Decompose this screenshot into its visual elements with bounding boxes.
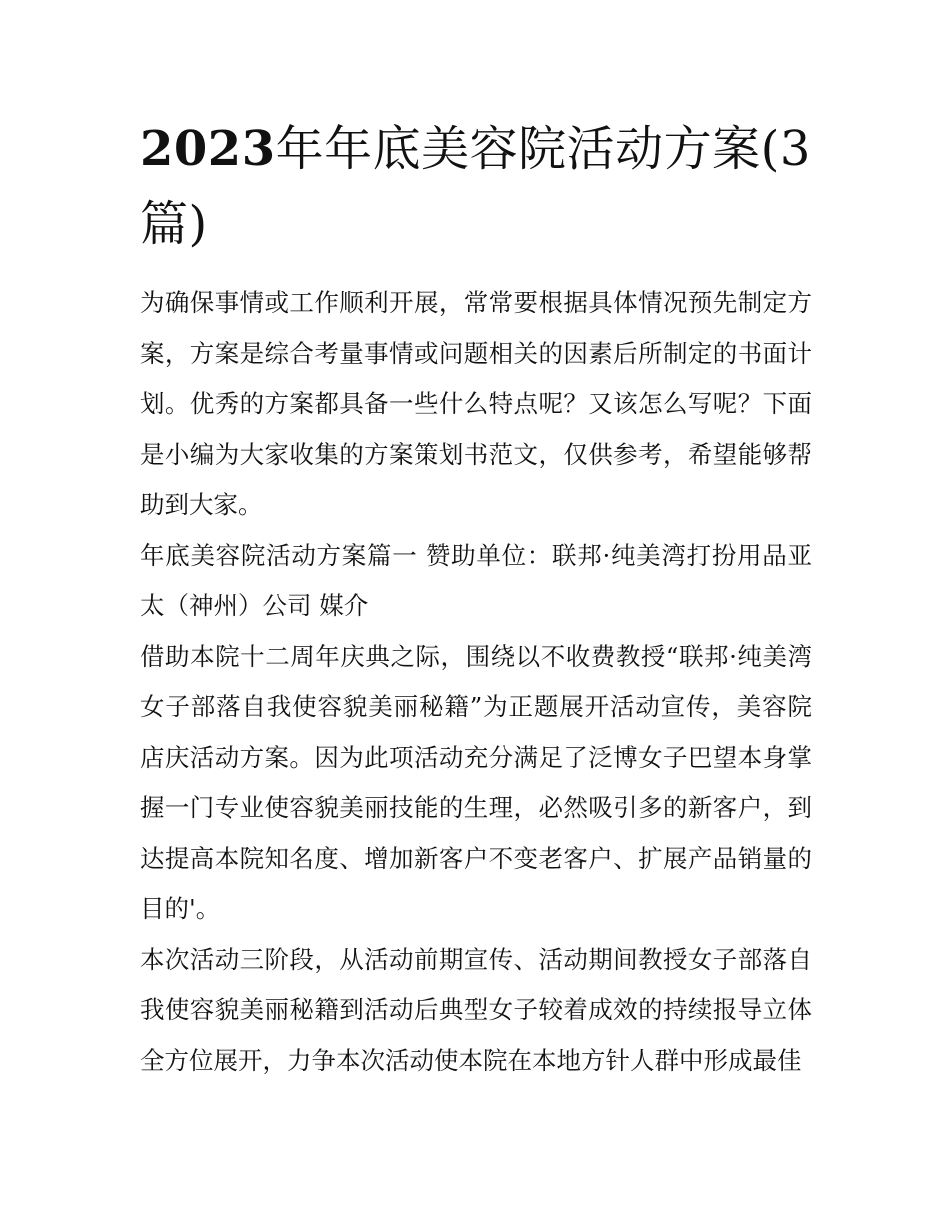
title-year: 2023 [140, 121, 276, 177]
paragraph-intro: 为确保事情或工作顺利开展，常常要根据具体情况预先制定方案，方案是综合考量事情或问题相关的因素后所制定的书面计划。优秀的方案都具备一些什么特点呢？又该怎么写呢？下面是小编为大家收集的方案策划书范文，仅供参考，希望能够帮助到大家。 [140, 288, 812, 519]
paragraph-section-heading: 年底美容院活动方案篇一 赞助单位：联邦·纯美湾打扮用品亚太（神州）公司 媒介 [140, 540, 812, 620]
document-body [140, 278, 812, 1086]
paragraph-activity-stages: 本次活动三阶段，从活动前期宣传、活动期间教授女子部落自我使容貌美丽秘籍到活动后典型女子较着成效的持续报导立体全方位展开，力争本次活动使本院在本地方针人群中形成最佳 [140, 944, 812, 1075]
document-title [140, 112, 830, 262]
paragraph-activity-purpose: 借助本院十二周年庆典之际，围绕以不收费教授“联邦·纯美湾女子部落自我使容貌美丽秘籍”为正题展开活动宣传，美容院店庆活动方案。因为此项活动充分满足了泛博女子巴望本身掌握一门专业使容貌美丽技能的生理，必然吸引多的新客户，到达提高本院知名度、增加新客户不变老客户、扩展产品销量的目的'。 [140, 641, 812, 923]
title-text: 年年底美容院活动方案(3篇) [140, 121, 811, 252]
